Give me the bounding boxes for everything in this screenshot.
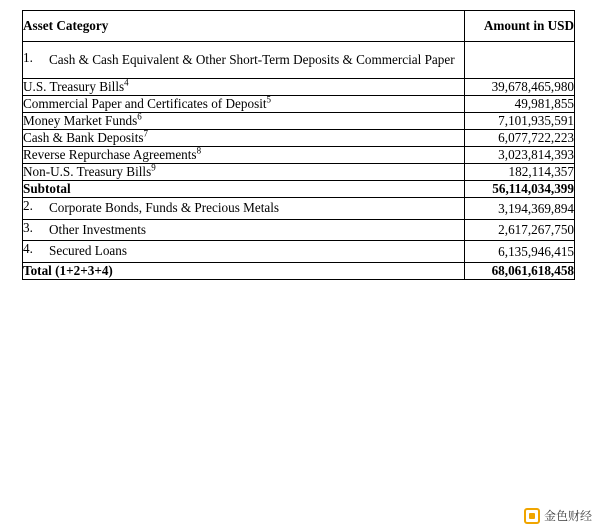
footnote-marker: 5 <box>266 95 272 106</box>
table-row <box>23 79 575 96</box>
row-label: Cash & Cash Equivalent & Other Short-Term Deposits & Commercial Paper <box>49 52 455 67</box>
row-label: U.S. Treasury Bills <box>23 79 125 95</box>
row-label-cell <box>23 79 465 96</box>
row-label-cell <box>23 42 465 79</box>
row-label: Commercial Paper and Certificates of Deposit <box>23 96 267 112</box>
watermark-text: 金色财经 <box>543 509 592 523</box>
row-amount: 2,617,267,750 <box>465 219 575 240</box>
table-row <box>23 164 575 181</box>
table-row-subtotal <box>23 181 575 198</box>
row-label-cell <box>23 96 465 113</box>
row-amount: 7,101,935,591 <box>465 113 575 130</box>
footnote-marker: 8 <box>196 146 202 157</box>
watermark-logo-icon <box>524 508 540 524</box>
row-number: 1. <box>23 50 33 65</box>
table-row <box>23 130 575 147</box>
row-label: Corporate Bonds, Funds & Precious Metals <box>49 200 280 216</box>
row-amount: 182,114,357 <box>465 164 575 181</box>
row-label-cell <box>23 219 465 240</box>
table-row <box>23 42 575 79</box>
row-number: 3. <box>23 219 33 235</box>
column-header-asset-category: Asset Category <box>23 11 465 42</box>
row-label: Secured Loans <box>49 243 127 259</box>
row-amount: 3,023,814,393 <box>465 147 575 164</box>
row-label-cell <box>23 241 465 262</box>
row-amount: 49,981,855 <box>465 96 575 113</box>
row-label-cell <box>23 198 465 219</box>
table-row <box>23 147 575 164</box>
row-label-cell <box>23 130 465 147</box>
table-row <box>23 219 575 240</box>
row-amount: 6,135,946,415 <box>465 241 575 262</box>
row-label-cell <box>23 113 465 130</box>
footnote-marker: 7 <box>143 129 149 140</box>
table-row <box>23 241 575 262</box>
table-row <box>23 113 575 130</box>
table-row <box>23 198 575 219</box>
row-label: Money Market Funds <box>23 113 138 129</box>
row-label: Non-U.S. Treasury Bills <box>23 164 152 180</box>
row-amount: 68,061,618,458 <box>465 262 575 279</box>
row-label: Total (1+2+3+4) <box>23 262 465 279</box>
table-header-row <box>23 11 575 42</box>
footnote-marker: 9 <box>151 163 156 174</box>
row-label-cell <box>23 164 465 181</box>
row-number: 4. <box>23 241 33 257</box>
row-label-cell <box>23 147 465 164</box>
watermark <box>524 507 592 524</box>
row-amount: 39,678,465,980 <box>465 79 575 96</box>
column-header-amount: Amount in USD <box>465 11 575 42</box>
row-amount: 56,114,034,399 <box>465 181 575 198</box>
asset-category-table <box>22 10 575 280</box>
footnote-marker: 6 <box>137 112 142 123</box>
row-label: Reverse Repurchase Agreements <box>23 147 197 163</box>
row-amount: 3,194,369,894 <box>465 198 575 219</box>
table-row <box>23 96 575 113</box>
row-label: Subtotal <box>23 181 465 198</box>
row-label: Cash & Bank Deposits <box>23 130 144 146</box>
table-row-total <box>23 262 575 279</box>
footnote-marker: 4 <box>124 78 129 89</box>
row-number: 2. <box>23 198 33 214</box>
row-amount: 6,077,722,223 <box>465 130 575 147</box>
row-label: Other Investments <box>49 221 147 237</box>
row-amount <box>465 42 575 79</box>
